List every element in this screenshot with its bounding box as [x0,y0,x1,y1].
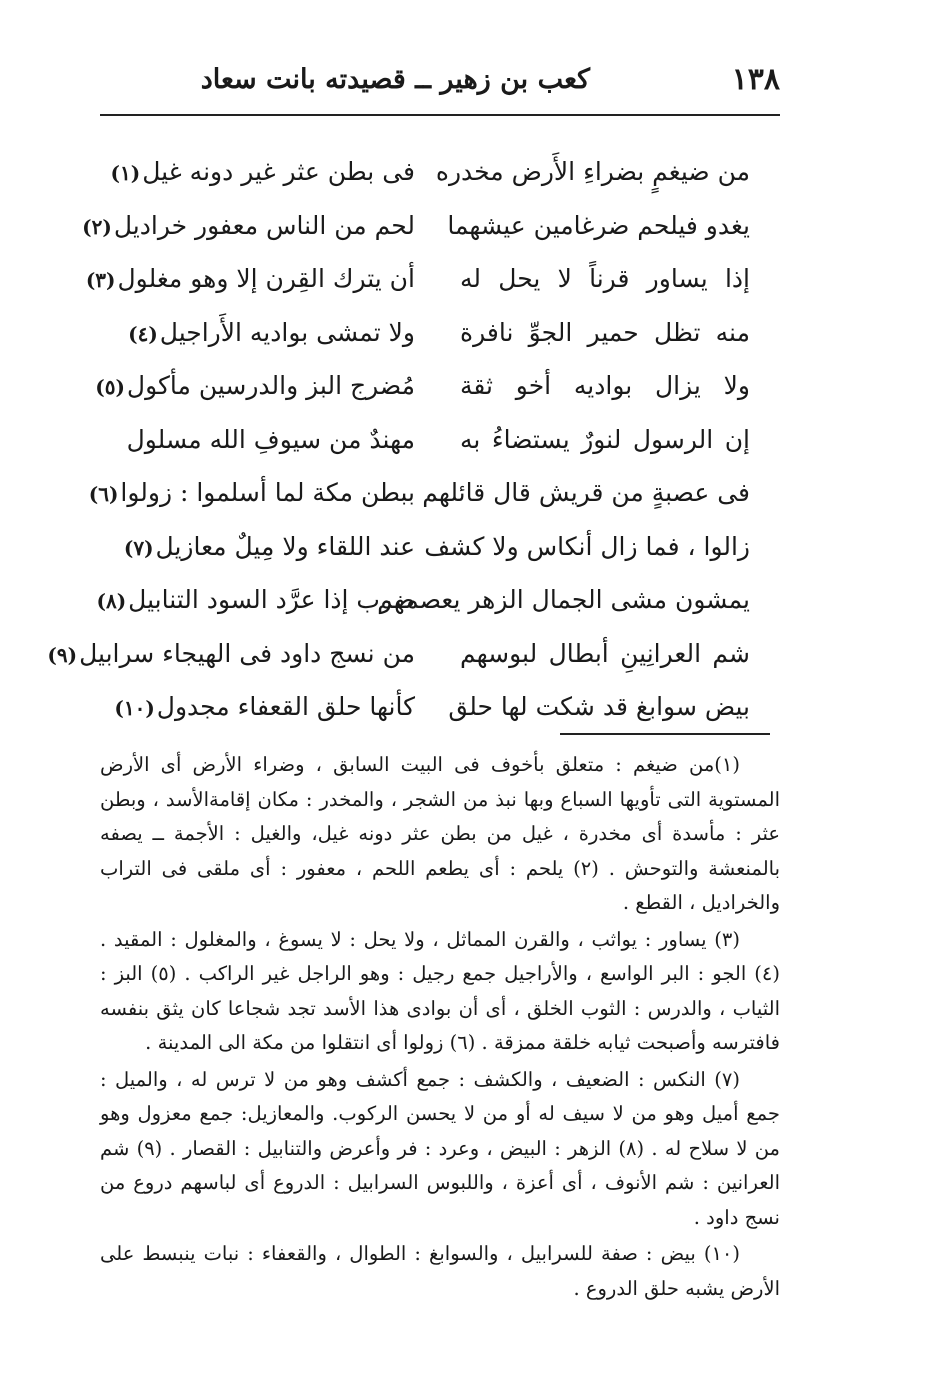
footnote-marker: (٣) [85,268,116,292]
poem [47,150,760,739]
header-rule [100,114,780,116]
verse-second-text: فى بطن عثر غير دونه غيل [142,157,415,186]
verse-second-hemistich [126,418,415,463]
verse [100,525,760,579]
verse-first-hemistich: شم العرانِينِ أبطال لبوسهم [460,638,750,668]
footnote-marker: (٤) [128,321,158,346]
footnote-marker: (٧) [123,535,154,560]
footnote-rule [560,733,770,735]
verse [100,418,760,472]
verse-second-text: لحم من الناس معفور خراديل [113,210,415,240]
verse-first-hemistich: بيض سوابغ قد شكت لها حلق [448,692,750,721]
verse-first-hemistich: منه تظل حمير الجوِّ نافرة [460,317,750,347]
verse-second-hemistich [88,471,415,516]
verse-second-text: كأنها حلق القعفاء مجدول [156,692,415,721]
footnote-paragraph [100,1237,780,1306]
verse-second-text: أن يترك القِرن إلا وهو مغلول [117,264,415,293]
verse [47,632,760,686]
running-title: كعب بن زهير ــ قصيدته بانت سعاد [200,64,590,95]
verse-first-hemistich: ولا يزال بواديه أخو ثقة [460,371,750,400]
verse-second-text: من نسج داود فى الهيجاء سرابيل [79,638,415,668]
footnote-marker: (٦) [88,482,119,506]
verse [82,204,760,258]
footnote-text: (٣) يساور : يواثب ، والقرن المماثل ، ولا يحل : لا يسوغ ، والمغلول : المقيد . (٤) الجو : البر الواسع ، والأراجيل جمع رجيل : وهو الراجل غير الراكب . (٥) البز : الثياب ، والدرس : الثوب الخلق ، أى أن بوادى هذا الأسد تجد شجاعا كان يثق بنفسه فافترسه وأصبحت ثيابه خلقة ممزقة . (٦) زولوا أى انتقلوا من مكة الى المدينة . [100,927,780,1054]
verse [100,685,760,739]
verse [96,578,760,632]
footnotes [100,748,780,1308]
page-header [100,62,780,106]
verse-first-hemistich: من ضيغمٍ بضراءِ الأَرض مخدره [435,157,750,186]
footnote-paragraph [100,923,780,1061]
verse-first-hemistich: زالوا ، فما زال أنكاس ولا كشف [424,531,750,561]
verse-second-text: ضرب إذا عرَّد السود التنابيل [128,585,415,614]
footnote-text: (٧) النكس : الضعيف ، والكشف : جمع أكشف وهو من لا ترس له ، والميل : جمع أميل وهو من لا سيف له أو من لا يحسن الركوب. والمعازيل: جمع معزول وهو من لا سلاح له . (٨) الزهر : البيض ، وعرد : فر وأعرض والتنابيل : القصار . (٩) شم العرانين : شم الأنوف ، أى أعزة ، واللبوس السرابيل : الدروع أى لباسهم دروع من نسج داود . [100,1067,780,1229]
verse-second-hemistich [96,578,415,623]
footnote-paragraph [100,748,780,921]
verse-second-hemistich [95,364,415,409]
verse-first-hemistich: إن الرسول لنورٌ يستضاءُ به [460,424,750,454]
footnote-marker: (١٠) [114,696,155,720]
verse-first-hemistich: يغدو فيلحم ضرغامين عيشهما [447,210,750,240]
verse-second-text: مهندٌ من سيوفِ الله مسلول [126,424,415,454]
verse-second-text: عند اللقاء ولا مِيلٌ معازيل [155,531,415,561]
footnote-marker: (٥) [95,375,125,399]
footnote-marker: (٩) [47,642,78,667]
footnote-paragraph [100,1063,780,1236]
verse-second-text: مُضرج البز والدرسين مأكول [126,371,415,400]
verse [88,471,760,525]
verse-second-text: ولا تمشى بواديه الأَراجيل [159,317,415,347]
verse-second-hemistich [82,204,415,249]
verse-first-hemistich: يمشون مشى الجمال الزهر يعصمهم [377,585,750,614]
footnote-marker: (٢) [82,214,112,239]
verse-second-hemistich [114,685,415,730]
verse [85,257,760,311]
verse-second-hemistich [85,257,415,302]
verse-second-hemistich [123,525,415,570]
footnote-text: (١)من ضيغم : متعلق بأخوف فى البيت السابق ، وضراء الأرض أى الأرض المستوية التى تأويها السباع وبها نبذ من الشجر ، والمخدر : مكان إقامةالأسد ، وبطن عثر : مأسدة أى مخدرة ، غيل من بطن عثر دونه غيل، والغيل : الأجمة ــ يصفه بالمنعشة والتوحش . (٢) يلحم : أى يطعم اللحم ، معفور : أى ملقى فى التراب والخراديل ، القطع . [100,753,781,914]
verse-first-hemistich: إذا يساور قرناً لا يحل له [460,264,750,293]
footnote-text: (١٠) بيض : صفة للسرابيل ، والسوابغ : الطوال ، والقعفاء : نبات ينبسط على الأرض يشبه حلق الدروع . [100,1242,780,1300]
verse [100,150,760,204]
verse [95,364,760,418]
page-number: ١٣٨ [731,62,780,97]
verse-first-hemistich: فى عصبةٍ من قريش قال قائلهم [422,478,750,507]
footnote-marker: (٨) [96,589,127,613]
verse [100,311,760,365]
footnote-marker: (١) [110,161,141,185]
verse-second-hemistich [128,311,415,356]
verse-second-hemistich [47,632,415,677]
verse-second-text: ببطن مكة لما أسلموا : زولوا [120,478,415,507]
verse-second-hemistich [110,150,415,195]
